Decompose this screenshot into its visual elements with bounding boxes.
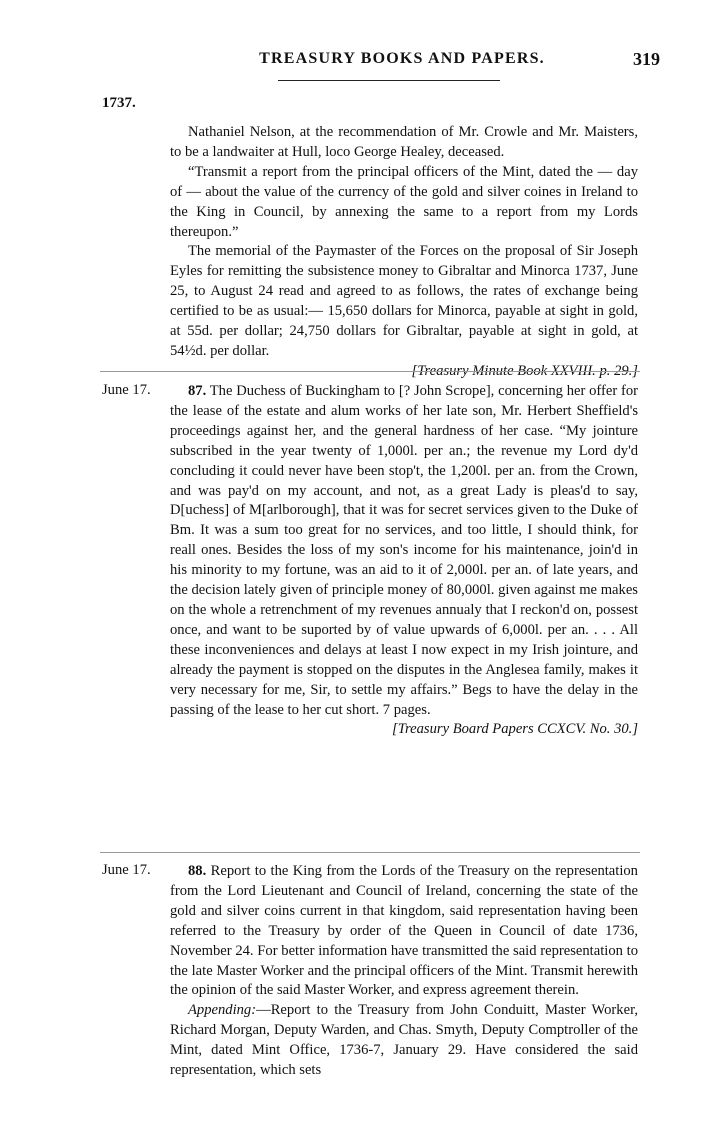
paragraph-nelson: Nathaniel Nelson, at the recommendation of Mr. Crowle and Mr. Maisters, to be a landwaiter at Hull, loco George Healey, deceased. [170, 124, 638, 160]
entry-1737-minutes [170, 123, 638, 382]
running-title: TREASURY BOOKS AND PAPERS. [259, 50, 545, 67]
entry-number: 87. [188, 383, 207, 399]
appending-label: Appending: [188, 1002, 257, 1019]
entry-number: 88. [188, 863, 207, 879]
entry-separator [100, 852, 640, 853]
margin-year: 1737. [102, 95, 136, 111]
citation: [Treasury Minute Book XXVIII. p. 29.] [411, 362, 638, 379]
entry-88 [170, 862, 638, 1081]
entry-87-paragraph [170, 382, 638, 720]
appending-text: —Report to the Treasury from John Conduitt, Master Worker, Richard Morgan, Deputy Warden, and Chas. Smyth, Deputy Comptroller of the Mint, dated Mint Office, 1736-7, January 29. Have considered the said representation, which sets [170, 1002, 638, 1079]
header-rule [278, 80, 500, 81]
paragraph-mint-report: “Transmit a report from the principal officers of the Mint, dated the — day of — about the value of the currency of the gold and silver coines in Ireland to the King in Council, by annexing the same to a report from my Lords thereupon.” [170, 163, 638, 240]
page-number: 319 [633, 49, 660, 69]
citation: [Treasury Board Papers CCXCV. No. 30.] [392, 721, 638, 738]
entry-87 [170, 382, 638, 740]
appending-paragraph [170, 1001, 638, 1081]
margin-date: June 17. [102, 382, 151, 398]
entry-88-paragraph [170, 862, 638, 1001]
margin-date: June 17. [102, 862, 151, 878]
entry-88-text: Report to the King from the Lords of the Treasury on the representation from the Lord Lieutenant and Council of Ireland, concerning the state of the gold and silver coins current in that kingdom, said representation having been referred to the Treasury by order of the Queen in Council of date 1736, November 24. For better information have transmitted the said representation to the late Master Worker and the principal officers of the Mint. Transmit herewith the opinion of the said Master Worker, and express agreement therein. [170, 863, 638, 999]
entry-87-text: The Duchess of Buckingham to [? John Scrope], concerning her offer for the lease of the estate and alum works of her late son, Mr. Herbert Sheffield's proceedings against her, and the general hardness of her case. “My jointure subscribed in the year twenty of 1,000l. per an.; the revenue my Lord dy'd concluding it could never have been stop't, the 1,200l. per an. from the Crown, and was pay'd on my account, and not, as a great Lady is pleas'd to say, D[uchess] of M[arlborough], that it was for secret services given to the Duke of Bm. It was a sum too great for no services, and too little, I should think, for reall ones. Besides the loss of my son's income for his maintenance, join'd in his minority to my fortune, was an aid to it of 2,000l. per an. of late years, and the decision lately given of principle money of 80,000l. given against me makes on the whole a retrenchment of my revenues annualy that I reckon'd on, possest once, and want to be suported by of value upwards of 6,000l. per an. . . . All these inconveniences and delays at least I now expect in my Irish jointure, and already the payment is stopped on the disputes in the Anglesea family, makes it very necessary for me, Sir, to settle my affairs.” Begs to have the delay in the passing of the lease to her cut short. 7 pages. [170, 383, 638, 718]
paragraph-paymaster-memorial: The memorial of the Paymaster of the Forces on the proposal of Sir Joseph Eyles for remitting the subsistence money to Gibraltar and Minorca 1737, June 25, to August 24 read and agreed to as follows, the rates of exchange being certified to be as usual:— 15,650 dollars for Minorca, payable at sight in gold, at 55d. per dollar; 24,750 dollars for Gibraltar, payable at sight in gold, at 54½d. per dollar. [170, 243, 638, 359]
entry-separator [100, 371, 640, 372]
